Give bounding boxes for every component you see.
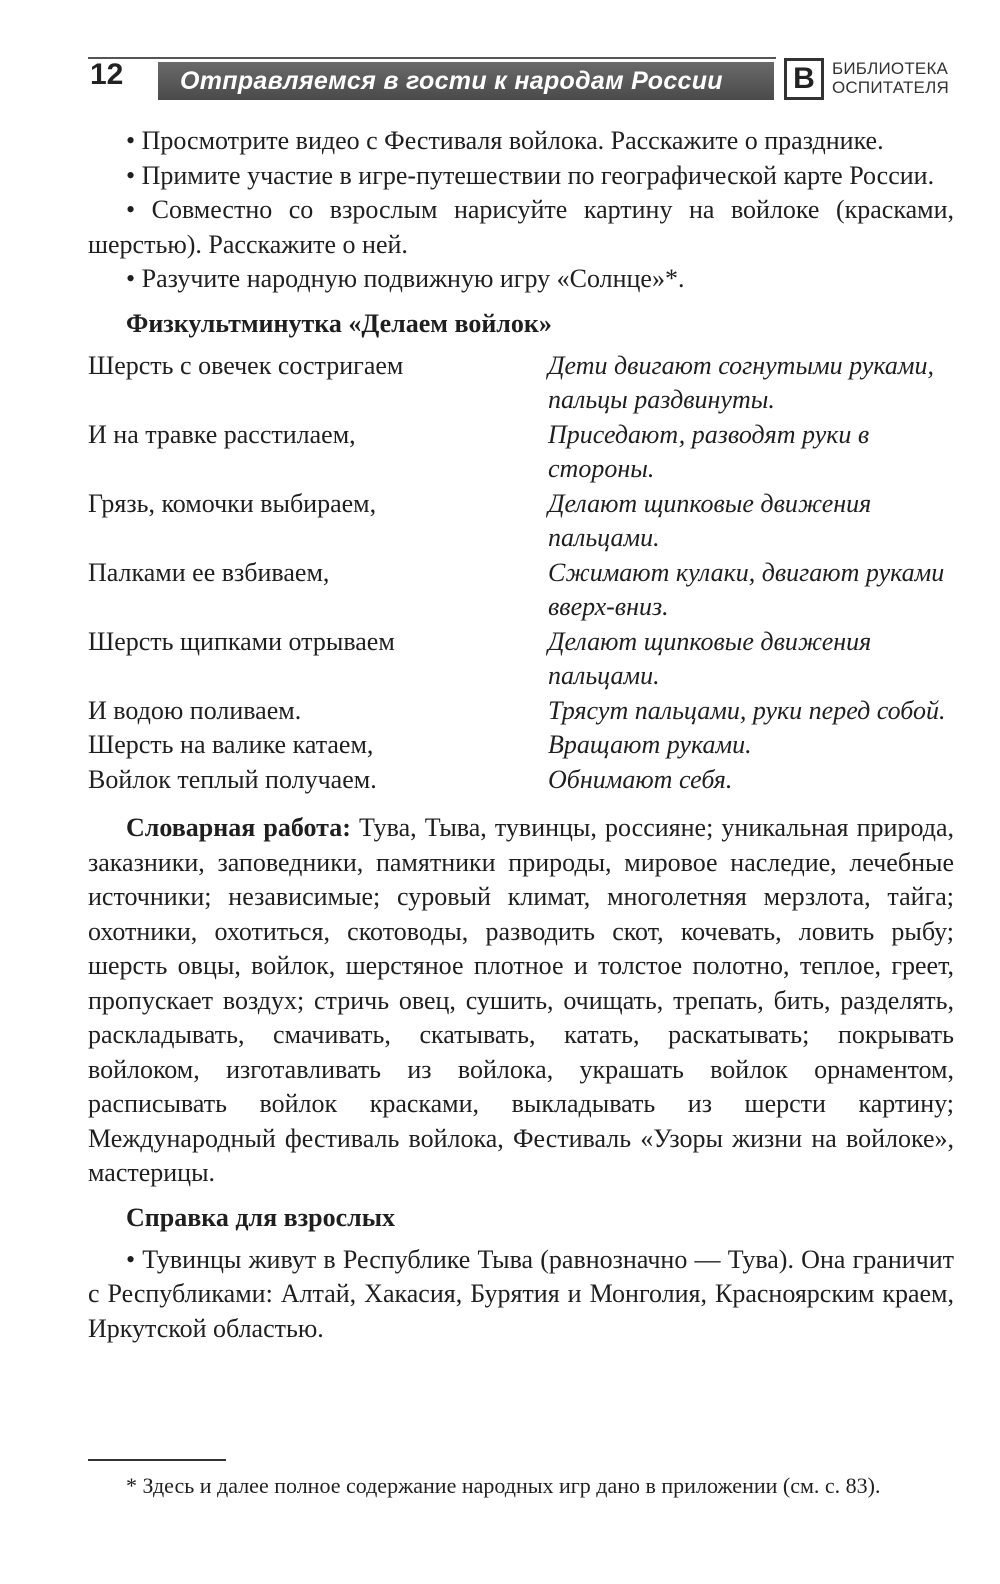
page-number: 12 [90,58,124,91]
action-text: Приседают, разводят руки в стороны. [548,419,870,483]
task-item: • Просмотрите видео с Фестиваля войлока. Расскажите о празднике. [126,126,884,155]
verse-line: Палками ее взбиваем, [88,557,330,587]
action-text: Трясут пальцами, руки перед собой. [548,695,946,725]
physminute-row [88,763,954,798]
running-header [88,54,954,104]
series-logo [784,58,954,104]
vocabulary-label: Словарная работа: [126,813,351,842]
verse-line: И на травке расстилаем, [88,419,356,449]
physminute-row [88,556,954,625]
verse-line: И водою поливаем. [88,695,302,725]
reference-text: • Тувинцы живут в Республике Тыва (равнозначно — Тува). Она граничит с Республиками: Алтай, Хакасия, Бурятия и Монголия, Красноярским краем, Иркутской областью. [88,1244,954,1343]
task-item: • Примите участие в игре-путешествии по географической карте России. [126,160,935,190]
action-text: Сжимают кулаки, двигают руками вверх-вниз. [548,557,945,621]
physminute-row [88,625,954,694]
verse-line: Шерсть на валике катаем, [88,730,374,759]
physminute-row [88,487,954,556]
action-text: Вращают руками. [548,730,752,759]
page-body [88,124,954,1346]
footnote-separator [88,1459,226,1461]
logo-text-line1: БИБЛИОТЕКА [832,59,949,78]
task-item: • Разучите народную подвижную игру «Солнце»*. [126,264,685,293]
physminute-table [88,349,954,798]
physminute-row [88,349,954,418]
action-text: Делают щипковые движения пальцами. [548,488,872,552]
physminute-row [88,694,954,729]
action-text: Обнимают себя. [548,764,733,794]
verse-line: Войлок теплый получаем. [88,764,377,794]
action-text: Дети двигают согнутыми руками, пальцы раздвинуты. [548,350,934,414]
reference-title: Справка для взрослых [126,1202,396,1232]
vocabulary-paragraph [88,811,954,1191]
vocabulary-text: Тува, Тыва, тувинцы, россияне; уникальная природа, заказники, заповедники, памятники природы, мировое наследие, лечебные источники; независимые; суровый климат, многолетняя мерзлота, тайга; охотники, охотиться, скотоводы, разводить скот, кочевать, ловить рыбу; шерсть овцы, войлок, шерстяное плотное и толстое полотно, теплое, греет, пропускает воздух; стричь овец, сушить, очищать, трепать, бить, разделять, раскладывать, смачивать, скатывать, катать, раскатывать; покрывать войлоком, изготавливать из войлока, украшать войлок орнаментом, расписывать войлок красками, выкладывать из шерсти картину; Международный фестиваль войлока, Фестиваль «Узоры жизни на войлоке», мастерицы. [88,813,954,1187]
task-item: • Совместно со взрослым нарисуйте картину на войлоке (красками, шерстью). Расскажите о ней. [88,195,954,259]
header-rule [88,57,776,59]
physminute-row [88,418,954,487]
physminute-row [88,728,954,763]
footnote: * Здесь и далее полное содержание народных игр дано в приложении (см. с. 83). [126,1473,881,1498]
verse-line: Шерсть щипками отрываем [88,626,395,656]
verse-line: Грязь, комочки выбираем, [88,488,377,518]
verse-line: Шерсть с овечек состригаем [88,350,404,380]
logo-letter: В [784,58,824,100]
logo-text-line2: ОСПИТАТЕЛЯ [832,78,949,97]
action-text: Делают щипковые движения пальцами. [548,626,872,690]
chapter-title-bar: Отправляемся в гости к народам России [158,62,774,100]
physminute-title: Физкультминутка «Делаем войлок» [126,308,552,338]
